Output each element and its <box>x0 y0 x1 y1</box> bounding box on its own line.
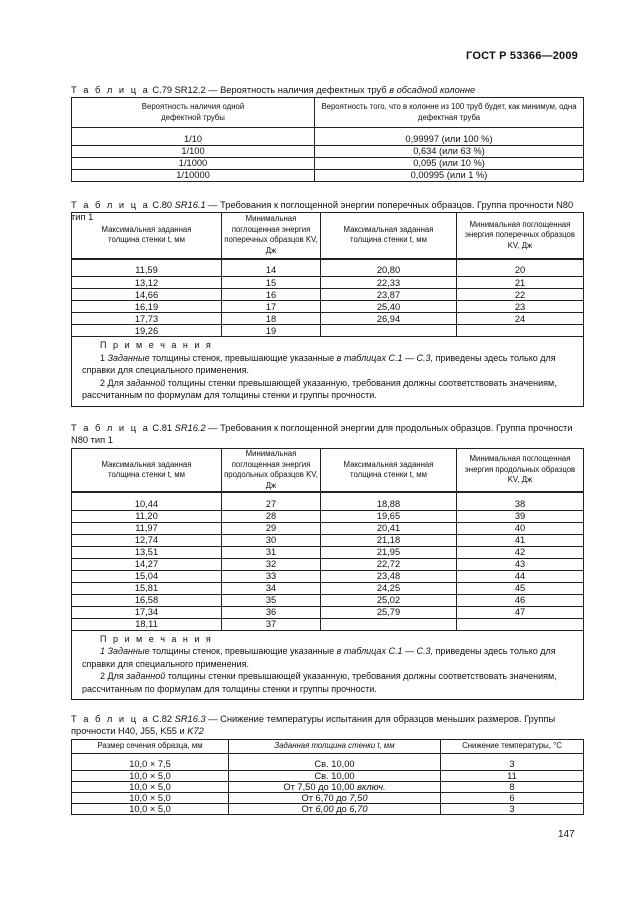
table-cell: 17 <box>222 301 321 313</box>
table-row <box>72 265 584 277</box>
table-cell: 0,99997 (или 100 %) <box>315 133 584 145</box>
table-cell: 8 <box>441 781 584 792</box>
table-row <box>72 606 584 618</box>
table-cell: 23 <box>457 301 584 313</box>
note-2: 2 Для заданной толщины стенки превышающей указанную, требования должны соответствовать значениям, рассчитанным по формулам для толщины стенки и группы прочности. <box>82 377 557 400</box>
table-c80-notes: П р и м е ч а н и я 1 Заданные толщины стенок, превышающие указанные в таблицах С.1 — С.3, приведены здесь только для справки для специального применения. 2 Для заданной толщины стенки превышающей указанную, требования должны соответствовать значениям, рассчитанным по формулам для толщины стенки и группы прочности. <box>72 337 584 407</box>
column-header: Размер сечения образца, мм <box>72 740 229 754</box>
table-row <box>72 594 584 606</box>
table-cell: 32 <box>222 558 321 570</box>
table-row <box>72 325 584 337</box>
table-cell: 19,65 <box>321 510 457 522</box>
table-row <box>72 157 584 169</box>
table-cell: 26,94 <box>321 313 457 325</box>
table-c81 <box>71 448 584 700</box>
table-cell: 21 <box>457 277 584 289</box>
table-cell: 1/100 <box>72 145 315 157</box>
table-cell: 24,25 <box>321 582 457 594</box>
table-cell: 38 <box>457 498 584 510</box>
table-cell: 17,73 <box>72 313 222 325</box>
table-row <box>72 546 584 558</box>
table-cell: 10,0 × 7,5 <box>72 759 229 770</box>
column-header: Вероятность наличия одной дефектной трубы <box>72 98 315 128</box>
column-header: Вероятность того, что в колонне из 100 труб будет, как минимум, одна дефектная труба <box>315 98 584 128</box>
table-cell: 25,02 <box>321 594 457 606</box>
table-cell: 10,0 × 5,0 <box>72 803 229 814</box>
table-cell: 1/1000 <box>72 157 315 169</box>
column-header: Минимальная поглощенная энергия продольных образцов KV, Дж <box>457 449 584 493</box>
table-cell: 18,88 <box>321 498 457 510</box>
table-cell: 14 <box>222 265 321 277</box>
table-cell: 35 <box>222 594 321 606</box>
note-2: 2 Для заданной толщины стенки превышающей указанную, требования должны соответствовать значениям, рассчитанным по формулам для толщины стенки и группы прочности. <box>82 671 557 694</box>
table-cell: 1/10000 <box>72 169 315 181</box>
table-cell: 29 <box>222 522 321 534</box>
table-cell: 10,0 × 5,0 <box>72 770 229 781</box>
table-row <box>72 781 584 792</box>
column-header: Максимальная заданная толщина стенки t, мм <box>72 449 222 493</box>
column-header: Снижение температуры, °С <box>441 740 584 754</box>
table-cell: 16,19 <box>72 301 222 313</box>
column-header: Заданная толщина стенки t, мм <box>229 740 441 754</box>
table-cell: 34 <box>222 582 321 594</box>
table-cell: 1/10 <box>72 133 315 145</box>
table-cell: 43 <box>457 558 584 570</box>
table-cell: От 7,50 до 10,00 включ. <box>229 781 441 792</box>
table-cell: 20,41 <box>321 522 457 534</box>
table-cell: 37 <box>222 618 321 630</box>
table-cell: 3 <box>441 803 584 814</box>
table-cell: 0,00995 (или 1 %) <box>315 169 584 181</box>
table-cell: От 6,70 до 7,50 <box>229 792 441 803</box>
table-cell: 30 <box>222 534 321 546</box>
table-row <box>72 618 584 630</box>
table-cell: 15,04 <box>72 570 222 582</box>
table-cell: 10,0 × 5,0 <box>72 781 229 792</box>
table-c81-notes: П р и м е ч а н и я 1 Заданные толщины стенок, превышающие указанные в таблицах С.1 — С.3, приведены здесь только для справки для специального применения. 2 Для заданной толщины стенки превышающей указанную, требования должны соответствовать значениям, рассчитанным по формулам для толщины стенки и группы прочности. <box>72 630 584 700</box>
table-cell: 14,27 <box>72 558 222 570</box>
table-cell: 24 <box>457 313 584 325</box>
table-row <box>72 570 584 582</box>
table-cell: 20 <box>457 265 584 277</box>
table-cell: 11,20 <box>72 510 222 522</box>
table-c80 <box>71 212 584 407</box>
table-cell: 19,26 <box>72 325 222 337</box>
table-cell: 46 <box>457 594 584 606</box>
table-row <box>72 145 584 157</box>
table-cell: 20,80 <box>321 265 457 277</box>
table-cell: 3 <box>441 759 584 770</box>
table-row <box>72 582 584 594</box>
table-cell: 13,12 <box>72 277 222 289</box>
table-cell: 18,11 <box>72 618 222 630</box>
table-row <box>72 169 584 181</box>
column-header: Минимальная поглощенная энергия поперечных образцов KV, Дж <box>222 213 321 259</box>
table-row <box>72 277 584 289</box>
table-cell: 12,74 <box>72 534 222 546</box>
table-row <box>72 313 584 325</box>
table-cell: 23,48 <box>321 570 457 582</box>
table-row <box>72 759 584 770</box>
table-cell: 13,51 <box>72 546 222 558</box>
table-cell: 47 <box>457 606 584 618</box>
column-header: Минимальная поглощенная энергия продольных образцов KV, Дж <box>222 449 321 493</box>
table-cell: 28 <box>222 510 321 522</box>
column-header: Максимальная заданная толщина стенки t, мм <box>72 213 222 259</box>
table-row <box>72 558 584 570</box>
table-cell: 21,95 <box>321 546 457 558</box>
table-cell: 23,87 <box>321 289 457 301</box>
table-cell: 0,095 (или 10 %) <box>315 157 584 169</box>
table-row <box>72 301 584 313</box>
column-header: Максимальная заданная толщина стенки t, мм <box>321 449 457 493</box>
table-cell: 45 <box>457 582 584 594</box>
table-row <box>72 770 584 781</box>
table-cell: 44 <box>457 570 584 582</box>
table-cell: 33 <box>222 570 321 582</box>
table-cell: 27 <box>222 498 321 510</box>
table-cell: 16,58 <box>72 594 222 606</box>
table-cell <box>321 618 457 630</box>
table-cell <box>457 618 584 630</box>
document-code: ГОСТ Р 53366—2009 <box>466 50 578 62</box>
table-cell: 11,59 <box>72 265 222 277</box>
table-cell: 0,634 (или 63 %) <box>315 145 584 157</box>
table-row <box>72 803 584 814</box>
table-cell: 22 <box>457 289 584 301</box>
table-c79 <box>71 97 584 182</box>
table-row <box>72 133 584 145</box>
table-cell: 40 <box>457 522 584 534</box>
table-cell: 41 <box>457 534 584 546</box>
table-cell: 17,34 <box>72 606 222 618</box>
table-cell: Св. 10,00 <box>229 770 441 781</box>
table-cell <box>457 325 584 337</box>
table-row <box>72 534 584 546</box>
table-cell: 22,33 <box>321 277 457 289</box>
table-row <box>72 522 584 534</box>
table-cell: 42 <box>457 546 584 558</box>
table-cell: 21,18 <box>321 534 457 546</box>
table-cell: От 6,00 до 6,70 <box>229 803 441 814</box>
table-row <box>72 498 584 510</box>
table-cell: 36 <box>222 606 321 618</box>
table-c81-caption: Т а б л и ц а С.81 SR16.2 — Требования к поглощенной энергии для продольных образцов. Группа прочности N80 тип 1 <box>71 423 573 445</box>
table-cell: 25,79 <box>321 606 457 618</box>
note-1: 1 Заданные толщины стенок, превышающие указанные в таблицах С.1 — С.3, приведены здесь только для справки для специального применения. <box>82 646 556 669</box>
table-cell: 10,44 <box>72 498 222 510</box>
table-cell: 31 <box>222 546 321 558</box>
table-c82 <box>71 739 584 815</box>
table-cell: Св. 10,00 <box>229 759 441 770</box>
table-cell: 11,97 <box>72 522 222 534</box>
table-row <box>72 792 584 803</box>
table-cell: 25,40 <box>321 301 457 313</box>
column-header: Минимальная поглощенная энергия поперечных образцов KV, Дж <box>457 213 584 259</box>
table-cell: 11 <box>441 770 584 781</box>
table-cell: 16 <box>222 289 321 301</box>
page-number: 147 <box>558 829 575 840</box>
table-c80-caption: Т а б л и ц а С.80 SR16.1 — Требования к поглощенной энергии поперечных образцов. Группа прочности N80 тип 1 <box>71 200 574 222</box>
note-1: 1 Заданные толщины стенок, превышающие указанные в таблицах С.1 — С.3, приведены здесь только для справки для специального применения. <box>82 352 556 375</box>
table-cell: 22,72 <box>321 558 457 570</box>
table-cell: 14,66 <box>72 289 222 301</box>
table-cell: 39 <box>457 510 584 522</box>
table-cell: 10,0 × 5,0 <box>72 792 229 803</box>
table-cell: 15 <box>222 277 321 289</box>
table-c82-caption: Т а б л и ц а С.82 SR16.3 — Снижение температуры испытания для образцов меньших размеров. Группы прочности Н40, J55, K55 и K72 <box>71 714 556 736</box>
table-row <box>72 510 584 522</box>
table-c79-caption: Т а б л и ц а С.79 SR12.2 — Вероятность наличия дефектных труб в обсадной колонне <box>71 85 476 95</box>
table-cell: 18 <box>222 313 321 325</box>
table-cell: 15,81 <box>72 582 222 594</box>
table-cell <box>321 325 457 337</box>
column-header: Максимальная заданная толщина стенки t, мм <box>321 213 457 259</box>
table-cell: 19 <box>222 325 321 337</box>
table-cell: 6 <box>441 792 584 803</box>
table-row <box>72 289 584 301</box>
